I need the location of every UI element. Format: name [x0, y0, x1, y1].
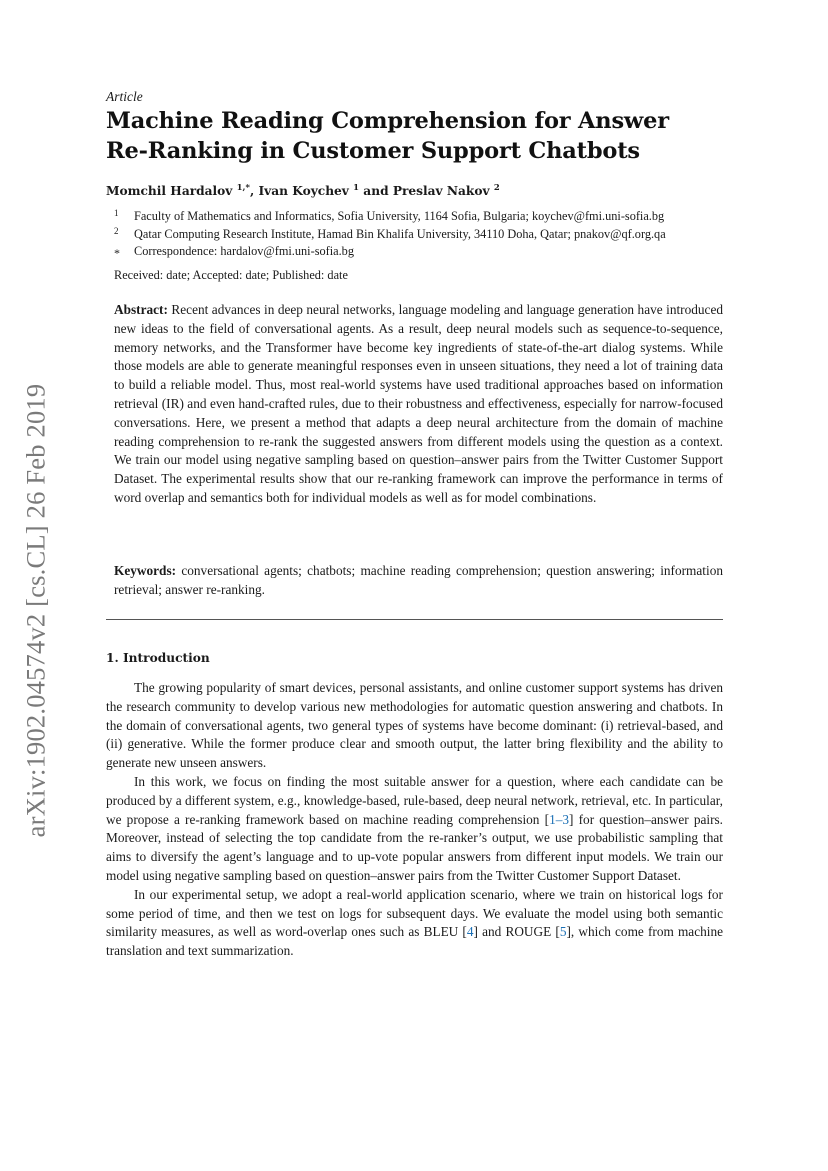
- keywords-label: Keywords:: [114, 563, 177, 578]
- arxiv-identifier-stamp: [18, 365, 54, 855]
- correspondence-text: Correspondence: hardalov@fmi.uni-sofia.bg: [134, 244, 354, 258]
- citation-link[interactable]: 5: [559, 924, 567, 940]
- abstract-label: Abstract:: [114, 302, 168, 317]
- abstract-text: Recent advances in deep neural networks, language modeling and language generation have introduced new ideas to the field of conversational agents. As a result, deep neural models such as sequence-to-sequence, memory networks, and the Transformer have become key ingredients of state-of-the-art dialog systems. While those models are able to generate meaningful responses even in unseen situations, they need a lot of training data to build a reliable model. Thus, most real-world systems have used traditional approaches based on information retrieval (IR) and even hand-crafted rules, due to their robustness and effectiveness, especially for narrow-focused conversations. Here, we present a method that adapts a deep neural architecture from the domain of machine reading comprehension to re-rank the suggested answers from different models using the question as a context. We train our model using negative sampling based on question–answer pairs from the Twitter Customer Support Dataset. The experimental results show that our re-ranking framework can improve the performance in terms of word overlap and semantics both for individual models as well as for model combinations.: [114, 302, 723, 505]
- section-heading-introduction: 1. Introduction: [106, 651, 210, 665]
- paper-title: [106, 106, 726, 166]
- paragraph: The growing popularity of smart devices, personal assistants, and online customer support systems has driven the research community to develop various new methodologies for automatic question answering and chatbots. In the domain of conversational agents, two general types of systems have become dominant: (i) retrieval-based, and (ii) generative. While the former produce clear and smooth output, the latter bring flexibility and the ability to generate new unseen answers.: [106, 680, 723, 771]
- paragraph-text: In our experimental setup, we adopt a real-world application scenario, where we train on historical logs for some period of time, and then we test on logs for subsequent days. We evaluate the model using both semantic similarity measures, as well as word-overlap ones such as BLEU [: [106, 886, 723, 940]
- affiliation-text: Faculty of Mathematics and Informatics, Sofia University, 1164 Sofia, Bulgaria; koychev@fmi.uni-sofia.bg: [134, 209, 665, 223]
- introduction-body: [106, 679, 723, 961]
- author-affiliation-mark: 1,*: [236, 183, 250, 193]
- citation-link[interactable]: 4: [466, 924, 474, 940]
- citation-link[interactable]: 1–3: [549, 811, 570, 827]
- paragraph-text: ], which come from machine translation and text summarization.: [106, 924, 723, 959]
- paragraph-text: ] and ROUGE [: [473, 924, 560, 940]
- author-name: Momchil Hardalov: [106, 184, 237, 198]
- affiliation-item: [114, 209, 734, 227]
- paragraph-text: In this work, we focus on finding the most suitable answer for a question, where each candidate can be produced by a different system, e.g., knowledge-based, rule-based, deep neural network, retrieval, etc. In particular, we propose a re-ranking framework based on machine reading comprehension [: [106, 773, 723, 827]
- paragraph: [106, 773, 723, 886]
- affiliation-list: [114, 209, 734, 262]
- header-divider: [106, 619, 723, 620]
- correspondence-mark: *: [114, 246, 120, 260]
- affiliation-item: [114, 227, 734, 245]
- paragraph: [106, 886, 723, 961]
- author-affiliation-mark: 1: [353, 183, 360, 193]
- title-line-1: Machine Reading Comprehension for Answer: [106, 108, 669, 134]
- arxiv-stamp-text: arXiv:1902.04574v2 [cs.CL] 26 Feb 2019: [20, 383, 51, 837]
- affiliation-item: [114, 244, 734, 262]
- author-list: [106, 183, 500, 198]
- author-name: and Preslav Nakov: [359, 184, 494, 198]
- affiliation-mark: 2: [114, 225, 119, 236]
- keywords-text: conversational agents; chatbots; machine reading comprehension; question answering; information retrieval; answer re-ranking.: [114, 563, 723, 597]
- article-type-label: Article: [106, 89, 143, 104]
- affiliation-text: Qatar Computing Research Institute, Hamad Bin Khalifa University, 34110 Doha, Qatar; pnakov@qf.org.qa: [134, 226, 666, 241]
- affiliation-mark: 1: [114, 208, 119, 218]
- paragraph-text: ] for question–answer pairs. Moreover, instead of selecting the top candidate from the re-ranker’s output, we use probabilistic sampling that aims to diversify the agent’s language and to up-vote popular answers from different input models. We train our model using negative sampling based on question–answer pairs from the Twitter Customer Support Dataset.: [106, 811, 723, 883]
- author-name: , Ivan Koychev: [249, 184, 354, 198]
- title-line-2: Re-Ranking in Customer Support Chatbots: [106, 138, 640, 164]
- author-affiliation-mark: 2: [493, 183, 500, 193]
- abstract: [114, 301, 723, 508]
- publication-dates: Received: date; Accepted: date; Published: date: [114, 268, 348, 282]
- keywords: [114, 562, 723, 600]
